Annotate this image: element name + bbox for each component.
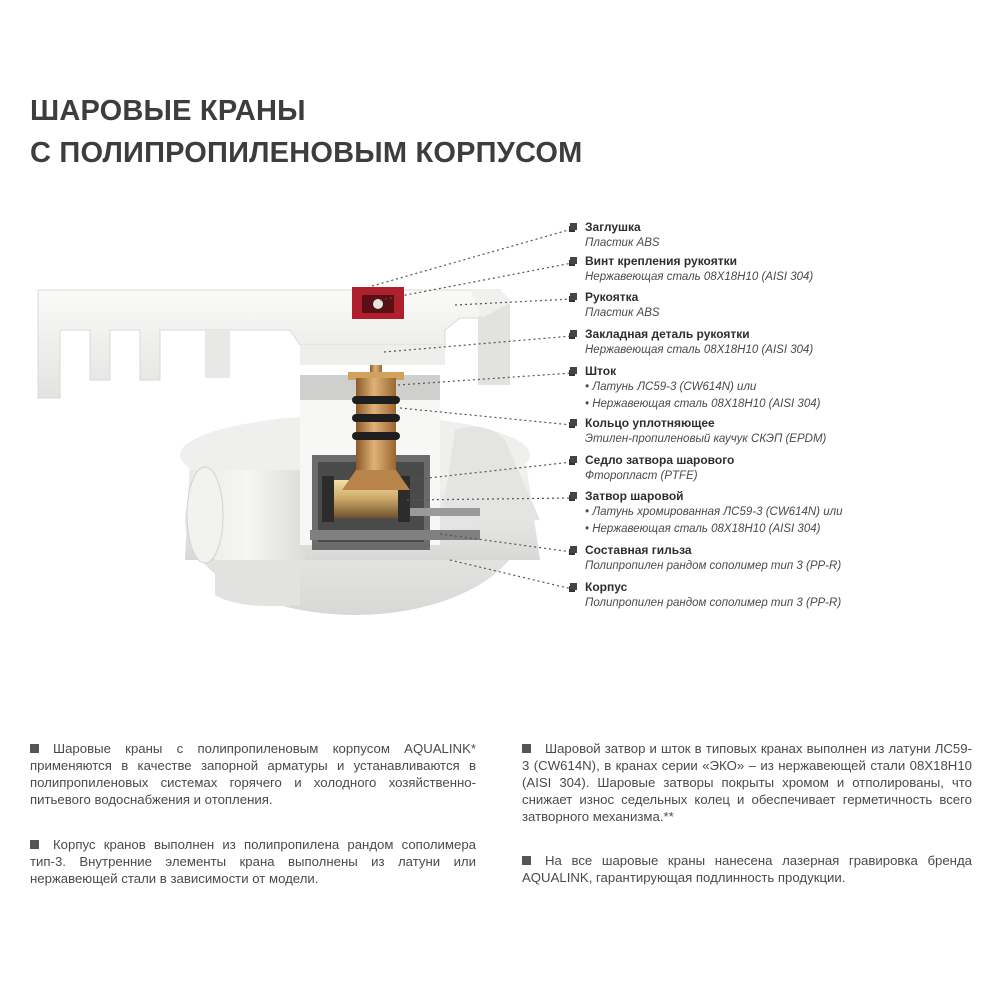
callout-sleeve: [570, 543, 990, 575]
paragraph-4: [522, 852, 972, 886]
callout-material: Фторопласт (PTFE): [585, 470, 698, 482]
bullet-square-icon: [522, 856, 531, 865]
callout-material: • Нержавеющая сталь 08Х18Н10 (AISI 304): [585, 398, 821, 410]
paragraph-3: [522, 740, 972, 825]
callout-handle: [570, 290, 990, 322]
paragraph-1-text: Шаровые краны с полипропиленовым корпусом AQUALINK* применяются в качестве запорной арматуры и устанавливаются в полипропиленовых системах горячего и холодного хозяйственно-питьевого водоснабжения и отопления.: [30, 741, 476, 807]
callout-material: Полипропилен рандом сополимер тип 3 (PP-R): [585, 560, 842, 572]
callout-ball-seat: [570, 453, 990, 485]
callout-stem: [570, 364, 990, 413]
paragraph-2: [30, 836, 476, 887]
callout-body: [570, 580, 990, 612]
paragraph-2-text: Корпус кранов выполнен из полипропилена рандом сополимера тип-3. Внутренние элементы крана выполнены из латуни или нержавеющей стали в зависимости от модели.: [30, 837, 476, 886]
callout-cap: [570, 220, 990, 252]
callout-name: Затвор шаровой: [570, 489, 990, 504]
callout-name: Составная гильза: [570, 543, 990, 558]
title-line-1: ШАРОВЫЕ КРАНЫ: [30, 95, 306, 127]
callout-name: Заглушка: [570, 220, 990, 235]
callout-name: Седло затвора шарового: [570, 453, 990, 468]
callout-ball: [570, 489, 990, 538]
bullet-square-icon: [30, 744, 39, 753]
callout-name: Корпус: [570, 580, 990, 595]
callout-name: Шток: [570, 364, 990, 379]
callout-handle-screw: [570, 254, 990, 286]
callout-material: • Латунь хромированная ЛС59-3 (CW614N) или: [585, 506, 843, 518]
o-rings: [352, 396, 400, 440]
callout-material: Пластик ABS: [585, 237, 660, 249]
paragraph-4-text: На все шаровые краны нанесена лазерная гравировка бренда AQUALINK, гарантирующая подлинность продукции.: [522, 853, 972, 885]
callout-name: Рукоятка: [570, 290, 990, 305]
callout-material: • Латунь ЛС59-3 (CW614N) или: [585, 381, 757, 393]
pipe-socket: [187, 467, 305, 606]
callout-material: • Нержавеющая сталь 08Х18Н10 (AISI 304): [585, 523, 821, 535]
cap: [352, 287, 404, 319]
callout-o-ring: [570, 416, 990, 448]
title-line-2: С ПОЛИПРОПИЛЕНОВЫМ КОРПУСОМ: [30, 137, 583, 169]
callout-name: Винт крепления рукоятки: [570, 254, 990, 269]
callout-material: Этилен-пропиленовый каучук СКЭП (EPDM): [585, 433, 827, 445]
callout-material: Нержавеющая сталь 08Х18Н10 (AISI 304): [585, 344, 814, 356]
callout-name: Закладная деталь рукоятки: [570, 327, 990, 342]
paragraph-3-text: Шаровой затвор и шток в типовых кранах выполнен из латуни ЛС59-3 (CW614N), в кранах серии «ЭКО» – из нержавеющей стали 08Х18Н10 (AISI 304). Шаровые затворы покрыты хромом и отполированы, что снижает износ седельных колец и обеспечивает герметичность всего затворного механизма.**: [522, 741, 972, 824]
callout-material: Полипропилен рандом сополимер тип 3 (PP-R): [585, 597, 842, 609]
callout-material: Нержавеющая сталь 08Х18Н10 (AISI 304): [585, 271, 814, 283]
bullet-square-icon: [30, 840, 39, 849]
bullet-square-icon: [522, 744, 531, 753]
callout-material: Пластик ABS: [585, 307, 660, 319]
paragraph-1: [30, 740, 476, 808]
callout-name: Кольцо уплотняющее: [570, 416, 990, 431]
callout-handle-insert: [570, 327, 990, 359]
handle: [38, 290, 512, 398]
